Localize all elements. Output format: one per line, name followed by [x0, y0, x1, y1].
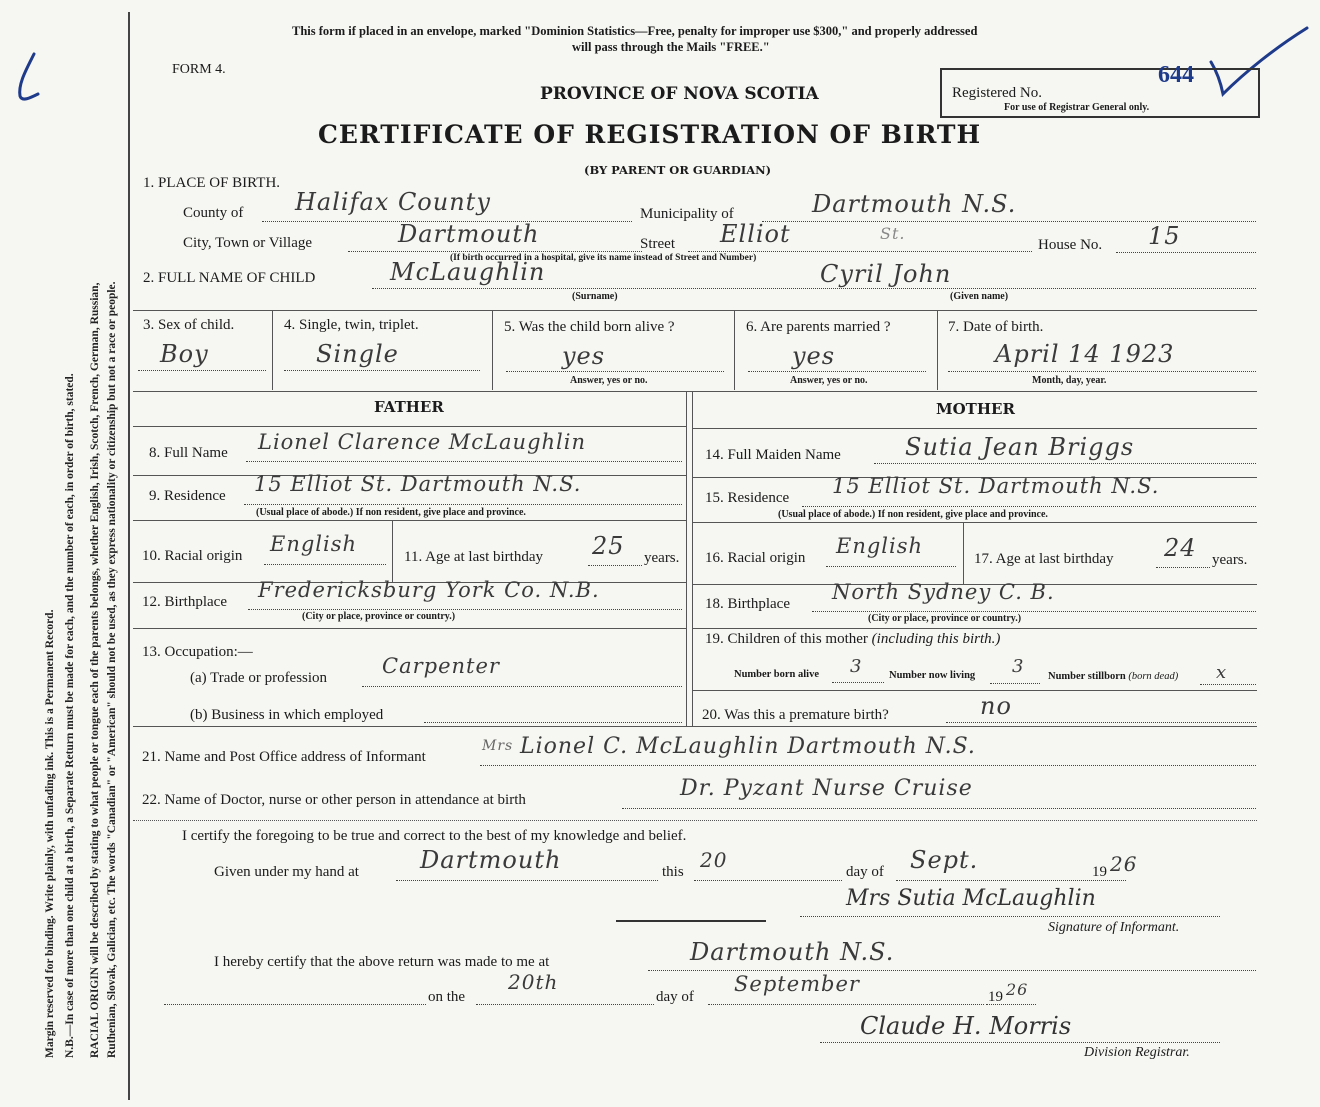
occupation-label: 13. Occupation:— — [142, 644, 253, 660]
given-name-note: (Given name) — [950, 291, 1009, 302]
parents-bottom-rule — [133, 726, 1257, 727]
mother-birthplace-value: North Sydney C. B. — [832, 580, 1055, 604]
registrar-place: Dartmouth N.S. — [690, 938, 895, 966]
born-alive-line — [506, 371, 724, 372]
father-name-value: Lionel Clarence McLaughlin — [258, 430, 586, 454]
mother-birthplace-line — [812, 611, 1256, 612]
street-line — [688, 251, 1032, 252]
form-number: FORM 4. — [172, 62, 226, 77]
margin-note-2: N.B.—In case of more than one child at a birth, a Separate Return must be made for each, and the number of each, in order of birth, stated. — [64, 373, 76, 1058]
mother-residence-value: 15 Elliot St. Dartmouth N.S. — [832, 474, 1160, 498]
given-at-place: Dartmouth — [420, 846, 562, 874]
mother-age-divider — [963, 522, 964, 584]
married-label: 6. Are parents married ? — [746, 319, 891, 335]
mother-residence-note: (Usual place of abode.) If non resident, give place and province. — [778, 509, 1048, 520]
now-living-count-label: Number now living — [889, 670, 976, 681]
registrar-place-line — [648, 970, 1256, 971]
registrar-year: 26 — [1006, 980, 1029, 999]
father-birthplace-label: 12. Birthplace — [142, 594, 227, 610]
father-race-value: English — [270, 532, 358, 556]
registrar-on-label: on the — [428, 989, 466, 1005]
informant-signature-label: Signature of Informant. — [1048, 920, 1180, 935]
doctor-line — [622, 808, 1256, 809]
children-label — [705, 631, 1000, 648]
father-residence-label: 9. Residence — [149, 488, 226, 504]
business-label: (b) Business in which employed — [190, 707, 384, 723]
born-alive-count-value: 3 — [850, 656, 863, 677]
child-name-line — [372, 288, 1256, 289]
child-surname-value: McLaughlin — [390, 258, 546, 286]
certify-day: 20 — [700, 848, 728, 872]
born-alive-label: 5. Was the child born alive ? — [504, 319, 675, 335]
parents-divider — [692, 391, 693, 726]
trade-label: (a) Trade or profession — [190, 670, 328, 686]
registered-label: Registered No. — [952, 85, 1042, 101]
plurality-line — [284, 370, 480, 371]
child-name-label: 2. FULL NAME OF CHILD — [143, 270, 316, 286]
sex-value: Boy — [160, 340, 209, 368]
city-label: City, Town or Village — [183, 235, 313, 251]
mother-heading: MOTHER — [936, 400, 1015, 418]
registrar-year-prefix: 19 — [988, 989, 1003, 1005]
municipality-value: Dartmouth N.S. — [812, 190, 1017, 218]
this-label: this — [662, 864, 684, 880]
page-subtitle: (BY PARENT OR GUARDIAN) — [584, 163, 772, 177]
certify-top-rule — [133, 820, 1257, 821]
registrar-year-line — [986, 1004, 1036, 1005]
stillborn-count-line — [1200, 684, 1256, 685]
premature-line — [946, 722, 1256, 723]
hospital-note: (If birth occurred in a hospital, give its name instead of Street and Number) — [450, 253, 757, 263]
dob-label: 7. Date of birth. — [948, 319, 1044, 335]
business-line — [424, 722, 682, 723]
municipality-label: Municipality of — [640, 206, 734, 222]
mother-race-value: English — [836, 534, 924, 558]
row3-divider — [734, 310, 735, 390]
stillborn-count-label — [1048, 671, 1178, 682]
registrar-lead-line — [164, 1004, 426, 1005]
father-birthplace-note: (City or place, province or country.) — [302, 611, 456, 622]
street-label: Street — [640, 236, 675, 252]
doctor-value: Dr. Pyzant Nurse Cruise — [680, 776, 973, 801]
registered-box — [940, 62, 1260, 118]
premature-value: no — [980, 692, 1012, 720]
mother-name-line — [874, 463, 1256, 464]
informant-prefix: Mrs — [482, 738, 514, 754]
certify-year: 26 — [1110, 852, 1138, 876]
city-line — [348, 251, 642, 252]
county-value: Halifax County — [295, 188, 491, 216]
plurality-value: Single — [316, 340, 399, 368]
informant-value: Lionel C. McLaughlin Dartmouth N.S. — [520, 734, 976, 759]
born-alive-count-line — [832, 682, 884, 683]
row3-divider — [937, 310, 938, 390]
father-name-line — [246, 461, 682, 462]
registrar-signature-line — [820, 1042, 1220, 1043]
married-note: Answer, yes or no. — [790, 375, 868, 386]
margin-note-4: Ruthenian, Slovak, Galician, etc. The words "Canadian" or "American" should not be used, as they express nationality or citizenship but not a race or people. — [106, 281, 118, 1058]
mail-note: This form if placed in an envelope, marked "Dominion Statistics—Free, penalty for improper use $300," and properly addressed — [292, 24, 978, 38]
dob-line — [948, 371, 1256, 372]
born-alive-count-label: Number born alive — [734, 669, 819, 680]
street-value: Elliot — [720, 220, 791, 248]
given-at-line — [396, 880, 658, 881]
children-label-text: 19. Children of this mother — [705, 631, 868, 647]
stillborn-count-label-italic: (born dead) — [1128, 671, 1179, 682]
registrar-day: 20th — [508, 970, 559, 994]
dob-note: Month, day, year. — [1032, 375, 1107, 386]
mother-rule — [692, 628, 1257, 629]
trade-value: Carpenter — [382, 654, 500, 678]
registrar-day-line — [476, 1004, 654, 1005]
municipality-line — [762, 221, 1256, 222]
father-heading: FATHER — [374, 398, 444, 416]
province-heading: PROVINCE OF NOVA SCOTIA — [540, 84, 819, 104]
mother-age-value: 24 — [1164, 534, 1197, 562]
certify-year-prefix: 19 — [1092, 864, 1107, 880]
registrar-statement: I hereby certify that the above return was made to me at — [214, 954, 550, 970]
father-age-value: 25 — [592, 532, 625, 560]
registrar-month: September — [734, 972, 860, 996]
registrar-signature-label: Division Registrar. — [1084, 1045, 1190, 1060]
father-residence-value: 15 Elliot St. Dartmouth N.S. — [254, 472, 582, 496]
parents-top-rule — [133, 391, 1257, 392]
row3-top-rule — [133, 310, 1257, 311]
father-birthplace-value: Fredericksburg York Co. N.B. — [258, 578, 600, 602]
informant-signature-line — [800, 916, 1220, 917]
certify-dayof-label: day of — [846, 864, 884, 880]
father-age-divider — [392, 520, 393, 582]
certify-day-line — [694, 880, 842, 881]
child-given-value: Cyril John — [820, 260, 952, 288]
street-suffix: St. — [880, 224, 906, 243]
registered-number: 644 — [1158, 62, 1194, 88]
mother-name-label: 14. Full Maiden Name — [705, 447, 841, 463]
parents-divider — [686, 391, 687, 726]
father-residence-note: (Usual place of abode.) If non resident, give place and province. — [256, 507, 526, 518]
given-at-label: Given under my hand at — [214, 864, 359, 880]
mother-birthplace-note: (City or place, province or country.) — [868, 613, 1022, 624]
registered-note: For use of Registrar General only. — [1004, 102, 1150, 113]
now-living-count-line — [990, 683, 1040, 684]
mother-age-line — [1156, 567, 1210, 568]
father-birthplace-line — [248, 609, 682, 610]
doctor-label: 22. Name of Doctor, nurse or other person in attendance at birth — [142, 792, 526, 808]
mother-heading-rule — [692, 428, 1257, 429]
father-age-unit: years. — [644, 550, 680, 566]
mother-name-value: Sutia Jean Briggs — [905, 433, 1135, 461]
mother-residence-line — [802, 506, 1256, 507]
page-title: CERTIFICATE OF REGISTRATION OF BIRTH — [318, 120, 982, 149]
trade-line — [362, 686, 682, 687]
registrar-signature: Claude H. Morris — [860, 1012, 1072, 1040]
stillborn-count-value: x — [1216, 662, 1228, 683]
stillborn-count-label-text: Number stillborn — [1048, 671, 1126, 682]
house-label: House No. — [1038, 237, 1103, 253]
premature-label: 20. Was this a premature birth? — [702, 707, 889, 723]
house-line — [1116, 252, 1256, 253]
row3-divider — [492, 310, 493, 390]
father-age-line — [588, 565, 642, 566]
dob-value: April 14 1923 — [995, 340, 1175, 368]
sex-label: 3. Sex of child. — [143, 317, 235, 333]
mother-rule — [692, 690, 1257, 691]
father-residence-line — [244, 504, 682, 505]
mail-note-2: will pass through the Mails "FREE." — [572, 40, 770, 54]
mother-age-unit: years. — [1212, 552, 1248, 568]
registrar-dayof-label: day of — [656, 989, 694, 1005]
children-label-italic: (including this birth.) — [871, 631, 1001, 647]
married-value: yes — [792, 342, 836, 370]
margin-note-3: RACIAL ORIGIN will be described by stating to what people or tongue each of the parents belongs, whether English, Irish, Scotch, French, German, Russian, — [89, 282, 101, 1058]
married-line — [748, 371, 926, 372]
sex-line — [138, 370, 266, 371]
born-alive-note: Answer, yes or no. — [570, 375, 648, 386]
informant-line — [480, 765, 1256, 766]
father-race-label: 10. Racial origin — [142, 548, 243, 564]
father-rule — [133, 628, 686, 629]
informant-label: 21. Name and Post Office address of Informant — [142, 749, 426, 765]
mother-birthplace-label: 18. Birthplace — [705, 596, 790, 612]
father-age-label: 11. Age at last birthday — [404, 549, 543, 565]
father-race-line — [264, 564, 386, 565]
mother-age-label: 17. Age at last birthday — [974, 551, 1114, 567]
certify-statement: I certify the foregoing to be true and correct to the best of my knowledge and belief. — [182, 828, 687, 844]
surname-note: (Surname) — [572, 291, 618, 302]
mother-rule — [692, 522, 1257, 523]
father-rule — [133, 520, 686, 521]
informant-signature: Mrs Sutia McLaughlin — [846, 886, 1096, 911]
city-value: Dartmouth — [398, 220, 540, 248]
certify-month: Sept. — [910, 846, 979, 874]
mother-race-line — [826, 566, 956, 567]
registrar-month-line — [708, 1004, 984, 1005]
father-name-label: 8. Full Name — [149, 445, 228, 461]
mother-race-label: 16. Racial origin — [705, 550, 806, 566]
place-of-birth-label: 1. PLACE OF BIRTH. — [143, 175, 281, 191]
born-alive-value: yes — [562, 342, 606, 370]
mother-residence-label: 15. Residence — [705, 490, 790, 506]
county-label: County of — [183, 205, 244, 221]
plurality-label: 4. Single, twin, triplet. — [284, 317, 419, 333]
now-living-count-value: 3 — [1012, 656, 1025, 677]
separator-rule — [616, 920, 766, 922]
father-heading-rule — [133, 426, 686, 427]
row3-divider — [272, 310, 273, 390]
check-mark-icon — [8, 50, 48, 110]
house-value: 15 — [1148, 222, 1181, 250]
margin-note-1: Margin reserved for binding. Write plainly, with unfading ink. This is a Permanent Record. — [44, 609, 56, 1058]
